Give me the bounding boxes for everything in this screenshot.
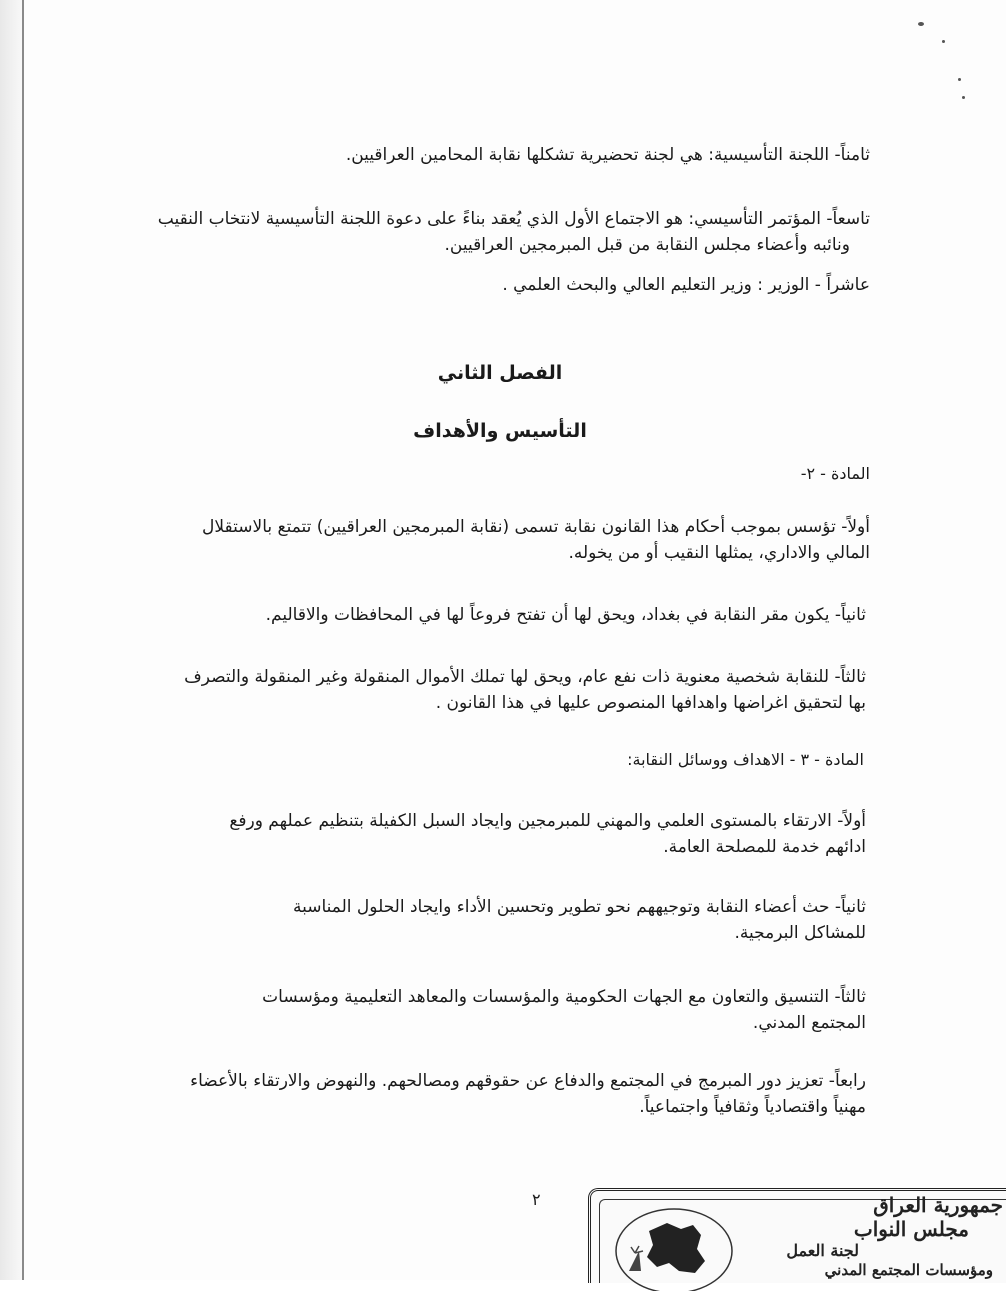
definition-ninth [130,206,870,258]
article-3-item-4-line1: رابعاً- تعزيز دور المبرمج في المجتمع والدفاع عن حقوقهم ومصالحهم. والنهوض والارتقاء بالأعضاء [190,1071,866,1091]
iraq-map-emblem-icon [609,1201,739,1291]
stamp-line-3: لجنة العمل [786,1241,859,1260]
article-2-item-3 [126,664,866,716]
definition-tenth [130,272,870,298]
article-2-item-1 [130,514,870,566]
parliament-stamp [588,1188,1006,1283]
scan-speck [958,78,961,81]
chapter-subtitle: التأسيس والأهداف [413,420,587,442]
article-2-item-3-line1: ثالثاً- للنقابة شخصية معنوية ذات نفع عام، ويحق لها تملك الأموال المنقولة وغير المنقولة والتصرف [184,667,866,687]
article-3-item-1-line1: أولاً- الارتقاء بالمستوى العلمي والمهني للمبرمجين وايجاد السبل الكفيلة بتنظيم عملهم ورفع [229,811,866,831]
scan-speck [918,22,924,26]
article-3-item-4-line2: مهنياً واقتصادياً وثقافياً واجتماعياً. [639,1097,866,1117]
definition-ninth-line1: تاسعاً- المؤتمر التأسيسي: هو الاجتماع الأول الذي يُعقد بناءً على دعوة اللجنة التأسيسية لانتخاب النقيب [157,209,870,229]
article-3-item-1 [126,808,866,860]
article-3-item-3-line2: المجتمع المدني. [752,1013,866,1033]
article-2-item-3-line2: بها لتحقيق اغراضها واهدافها المنصوص عليها في هذا القانون . [435,693,866,713]
definition-eighth [130,142,870,168]
article-2-item-2 [126,602,866,628]
scan-speck [962,96,965,99]
article-3-item-2-line2: للمشاكل البرمجية. [734,923,866,943]
article-3-item-4 [126,1068,866,1120]
page-edge-line [22,0,24,1280]
definition-eighth-text: ثامناً- اللجنة التأسيسية: هي لجنة تحضيرية تشكلها نقابة المحامين العراقيين. [345,145,870,165]
article-2-item-1-line2: المالي والاداري، يمثلها النقيب أو من يخوله. [568,543,870,563]
article-3-item-3 [126,984,866,1036]
article-3-item-3-line1: ثالثاً- التنسيق والتعاون مع الجهات الحكومية والمؤسسات والمعاهد التعليمية ومؤسسات [262,987,866,1007]
article-3-item-2 [126,894,866,946]
article-2-heading: المادة - ٢- [800,464,870,483]
stamp-line-2: مجلس النواب [853,1217,969,1241]
article-3-item-1-line2: ادائهم خدمة للمصلحة العامة. [663,837,866,857]
definition-ninth-line2: ونائبه وأعضاء مجلس النقابة من قبل المبرمجين العراقيين. [444,235,850,255]
article-2-item-2-line1: ثانياً- يكون مقر النقابة في بغداد، ويحق لها أن تفتح فروعاً لها في المحافظات والاقاليم. [265,605,866,625]
article-3-heading: المادة - ٣ - الاهداف ووسائل النقابة: [627,750,864,769]
stamp-line-4: ومؤسسات المجتمع المدني [824,1261,993,1279]
stamp-line-1: جمهورية العراق [873,1193,1003,1217]
article-2-item-1-line1: أولاً- تؤسس بموجب أحكام هذا القانون نقابة تسمى (نقابة المبرمجين العراقيين) تتمتع بالاستقلال [202,517,870,537]
page-fold-shadow [0,0,22,1280]
scan-speck [942,40,945,43]
definition-tenth-text: عاشراً - الوزير : وزير التعليم العالي والبحث العلمي . [502,275,870,295]
chapter-title: الفصل الثاني [437,362,563,384]
article-3-item-2-line1: ثانياً- حث أعضاء النقابة وتوجيههم نحو تطوير وتحسين الأداء وايجاد الحلول المناسبة [293,897,866,917]
page-number: ٢ [532,1190,541,1209]
